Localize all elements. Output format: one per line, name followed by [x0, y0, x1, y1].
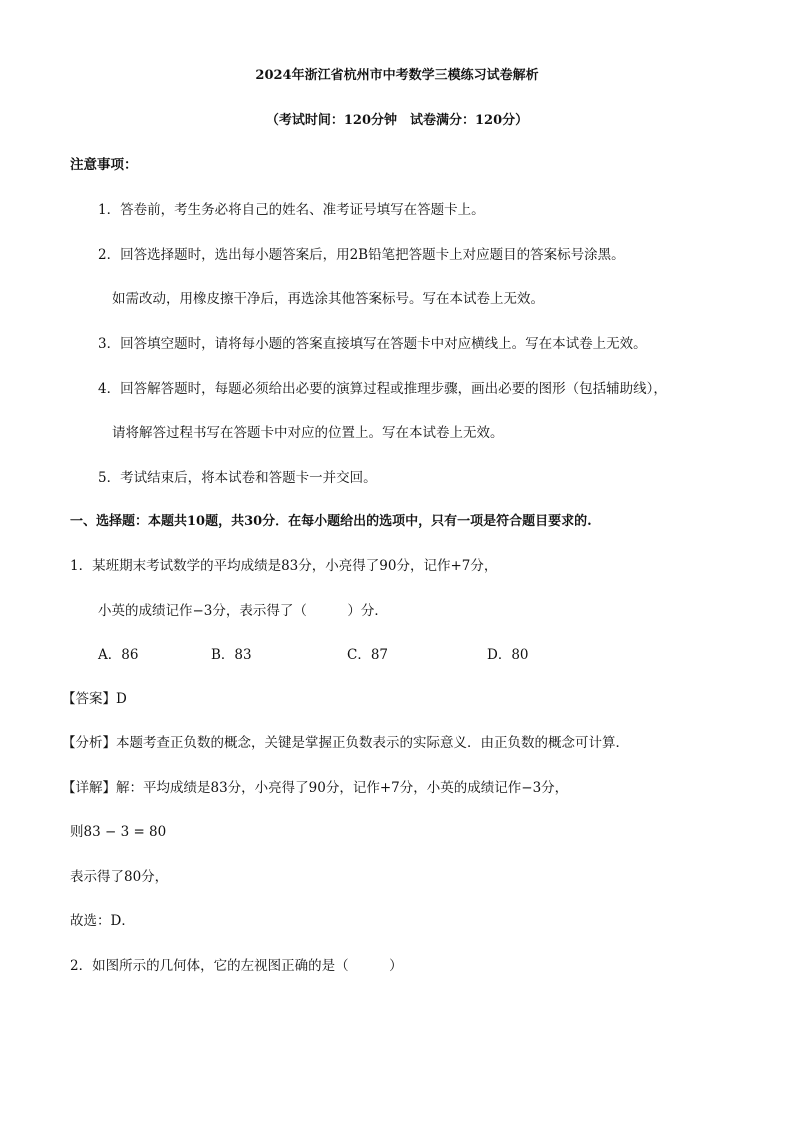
- notice-item-4-cont: 请将解答过程书写在答题卡中对应的位置上。写在本试卷上无效。: [112, 425, 504, 441]
- notice-item-3: 3．回答填空题时，请将每小题的答案直接填写在答题卡中对应横线上。写在本试卷上无效。: [98, 336, 647, 352]
- document-title: 2024年浙江省杭州市中考数学三模练习试卷解析: [255, 68, 539, 83]
- notice-item-2-cont: 如需改动，用橡皮擦干净后，再选涂其他答案标号。写在本试卷上无效。: [112, 291, 544, 307]
- exam-info: （考试时间：120分钟 试卷满分：120分）: [265, 113, 529, 128]
- section-heading: 一、选择题：本题共10题，共30分．在每小题给出的选项中，只有一项是符合题目要求的.: [70, 514, 592, 529]
- q1-answer: 【答案】D: [62, 691, 127, 707]
- q2-stem: 2．如图所示的几何体，它的左视图正确的是（ ）: [70, 958, 403, 974]
- notice-item-1: 1．答卷前，考生务必将自己的姓名、准考证号填写在答题卡上。: [98, 202, 485, 218]
- q1-option-d: D．80: [487, 647, 529, 663]
- q1-detail: 【详解】解：平均成绩是83分，小亮得了90分，记作+7分，小英的成绩记作−3分，: [62, 780, 569, 796]
- notice-item-5: 5．考试结束后，将本试卷和答题卡一并交回。: [98, 470, 377, 486]
- q1-result: 表示得了80分，: [70, 869, 169, 885]
- q1-analysis: 【分析】本题考查正负数的概念，关键是掌握正负数表示的实际意义．由正负数的概念可计算．: [62, 735, 629, 751]
- notice-item-4: 4．回答解答题时，每题必须给出必要的演算过程或推理步骤，画出必要的图形（包括辅助线），: [98, 381, 667, 397]
- q1-option-a: A．86: [98, 647, 139, 663]
- q1-calculation: 则83 − 3 = 80: [70, 824, 167, 840]
- q1-choice: 故选：D．: [70, 913, 135, 929]
- q1-stem-line2: 小英的成绩记作−3分，表示得了（ ）分．: [98, 603, 388, 619]
- notice-heading: 注意事项：: [70, 157, 138, 173]
- q1-option-c: C．87: [347, 647, 389, 663]
- notice-item-2: 2．回答选择题时，选出每小题答案后，用2B铅笔把答题卡上对应题目的答案标号涂黑。: [98, 247, 625, 263]
- q1-option-b: B．83: [211, 647, 252, 663]
- q1-stem-line1: 1．某班期末考试数学的平均成绩是83分，小亮得了90分，记作+7分，: [70, 558, 498, 574]
